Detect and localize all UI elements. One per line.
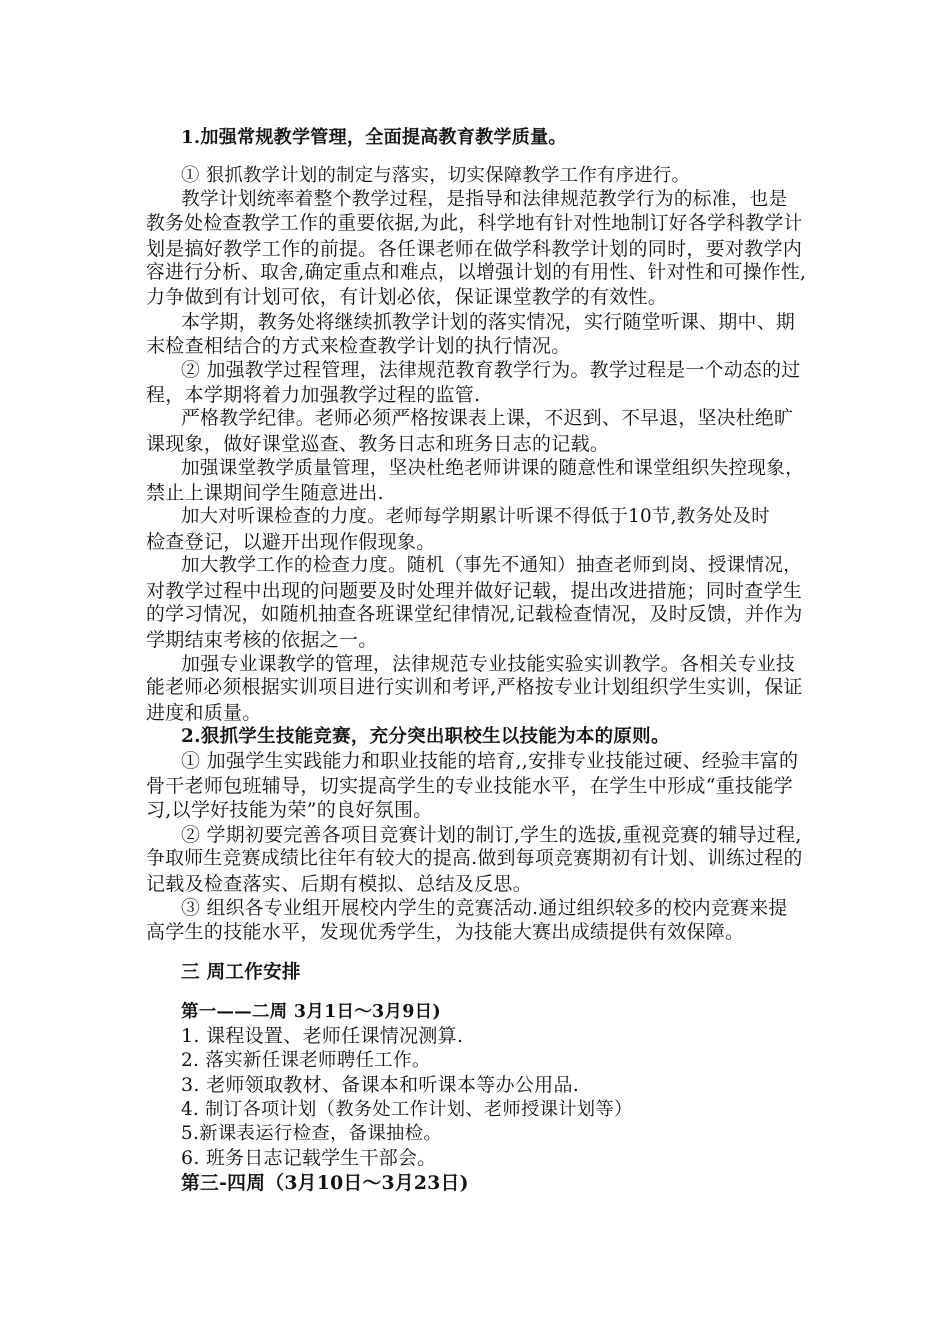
text-line: 末检查相结合的方式来检查教学计划的执行情况。 — [146, 335, 571, 357]
text-line: 记载及检查落实、后期有模拟、总结及反思。 — [146, 873, 533, 895]
text-line: 加强专业课教学的管理，法律规范专业技能实验实训教学。各相关专业技 — [181, 653, 796, 675]
text-line: 检查登记，以避开出现作假现象。 — [146, 531, 436, 553]
text-line: ① 狠抓教学计划的制定与落实，切实保障教学工作有序进行。 — [181, 165, 691, 186]
text-line: 进度和质量。 — [146, 702, 262, 724]
text-line: 6. 班务日志记载学生干部会。 — [181, 1147, 437, 1169]
text-line: 三 周工作安排 — [181, 962, 301, 983]
text-line: ③ 组织各专业组开展校内学生的竞赛活动.通过组织较多的校内竞赛来提 — [181, 897, 788, 919]
text-line: 第一——二周 3月1日～3月9日) — [181, 1002, 441, 1022]
text-line: 2. 落实新任课老师聘任工作。 — [181, 1050, 431, 1071]
text-line: 1. 课程设置、老师任课情况测算. — [181, 1025, 464, 1047]
text-line: 划是搞好教学工作的前提。各任课老师在做学科教学计划的同时，要对教学内 — [146, 238, 803, 260]
text-line: 的学习情况，如随机抽查各班课堂纪律情况,记载检查情况，及时反馈，并作为 — [146, 604, 803, 625]
text-line: 对教学过程中出现的问题要及时处理并做好记载，提出改进措施；同时查学生 — [146, 580, 803, 602]
text-line: 禁止上课期间学生随意进出. — [146, 482, 384, 504]
text-line: 加大对听课检查的力度。老师每学期累计听课不得低于10节,教务处及时 — [181, 506, 770, 527]
text-line: 程，本学期将着力加强教学过程的监管. — [146, 384, 481, 406]
text-line: 3. 老师领取教材、备课本和听课本等办公用品. — [181, 1074, 580, 1096]
text-line: 加强课堂教学质量管理，坚决杜绝老师讲课的随意性和课堂组织失控现象， — [181, 458, 804, 479]
text-line: 高学生的技能水平，发现优秀学生，为技能大赛出成绩提供有效保障。 — [146, 921, 745, 943]
text-line: ② 加强教学过程管理，法律规范教育教学行为。教学过程是一个动态的过 — [181, 359, 801, 381]
text-line: 力争做到有计划可依，有计划必依，保证课堂教学的有效性。 — [146, 286, 668, 308]
text-line: 课现象，做好课堂巡查、教务日志和班务日志的记载。 — [146, 433, 610, 455]
text-line: 能老师必须根据实训项目进行实训和考评,严格按专业计划组织学生实训，保证 — [146, 677, 803, 698]
text-line: 1.加强常规教学管理，全面提高教育教学质量。 — [181, 127, 567, 148]
text-line: 教学计划统率着整个教学过程，是指导和法律规范教学行为的标准，也是 — [181, 189, 788, 210]
text-line: 争取师生竞赛成绩比往年有较大的提高.做到每项竞赛期初有计划、训练过程的 — [146, 848, 803, 869]
text-line: 5.新课表运行检查，备课抽检。 — [181, 1123, 443, 1144]
text-line: ① 加强学生实践能力和职业技能的培育,,安排专业技能过硬、经验丰富的 — [181, 750, 799, 772]
text-line: 4. 制订各项计划（教务处工作计划、老师授课计划等） — [181, 1099, 633, 1120]
text-line: 本学期，教务处将继续抓教学计划的落实情况，实行随堂听课、期中、期 — [181, 311, 796, 333]
text-line: ② 学期初要完善各项目竞赛计划的制订,学生的选拔,重视竞赛的辅导过程, — [181, 824, 802, 846]
text-line: 第三-四周（3月10日～3月23日) — [181, 1172, 469, 1194]
text-line: 习,以学好技能为荣”的良好氛围。 — [146, 799, 433, 821]
text-line: 加大教学工作的检查力度。随机（事先不通知）抽查老师到岗、授课情况， — [181, 555, 802, 576]
text-line: 教务处检查教学工作的重要依据,为此，科学地有针对性地制订好各学科教学计 — [146, 213, 803, 234]
text-line: 2.狠抓学生技能竞赛，充分突出职校生以技能为本的原则。 — [181, 726, 670, 747]
text-line: 严格教学纪律。老师必须严格按课表上课，不迟到、不早退，坚决杜绝旷 — [181, 408, 794, 429]
text-line: 学期结束考核的依据之一。 — [146, 629, 378, 651]
text-line: 骨干老师包班辅导，切实提高学生的专业技能水平，在学生中形成“重技能学 — [146, 775, 793, 797]
text-line: 容进行分析、取舍,确定重点和难点，以增强计划的有用性、针对性和可操作性, — [146, 262, 807, 283]
